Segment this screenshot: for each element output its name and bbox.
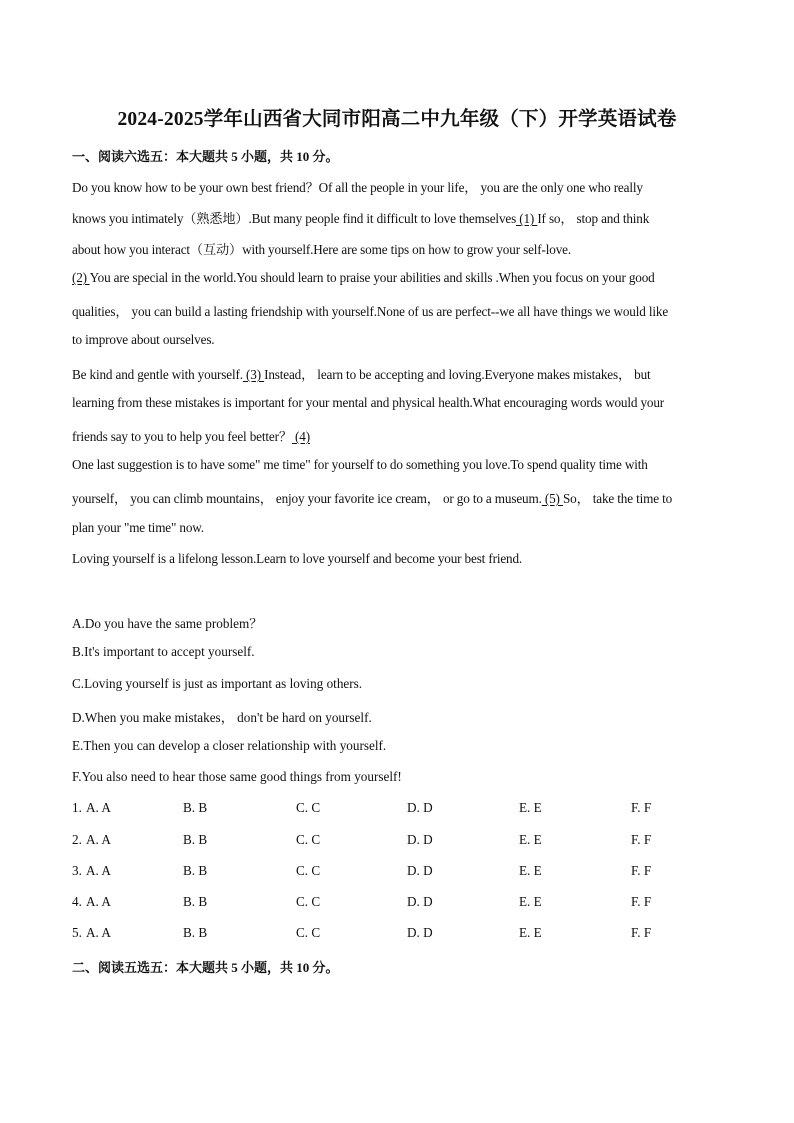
question-number: 1. <box>72 800 82 815</box>
passage-line: about how you interact（互动）with yourself.Here are some tips on how to grow your self-love. <box>72 242 572 257</box>
choice-c[interactable]: C. C <box>296 863 321 878</box>
choice-e[interactable]: E. E <box>519 863 542 878</box>
option-c: C.Loving yourself is just as important as loving others. <box>72 676 363 691</box>
blank-3: (3) <box>242 367 265 382</box>
choice-b[interactable]: B. B <box>183 863 208 878</box>
choice-b[interactable]: B. B <box>183 800 208 815</box>
choice-f[interactable]: F. F <box>631 894 652 909</box>
question-number: 3. <box>72 863 82 878</box>
passage-text: You are special in the world.You should learn to praise your abilities and skills .When you focus on your good <box>89 270 655 285</box>
choice-d[interactable]: D. D <box>407 925 433 940</box>
exam-title: 2024-2025学年山西省大同市阳高二中九年级（下）开学英语试卷 <box>117 109 677 130</box>
passage-text: friends say to you to help you feel better？ <box>72 429 292 444</box>
passage-line <box>72 364 651 383</box>
passage-text: Be kind and gentle with yourself. <box>72 367 243 382</box>
option-e: E.Then you can develop a closer relationship with yourself. <box>72 738 387 753</box>
question-row <box>72 800 732 818</box>
option-b: B.It's important to accept yourself. <box>72 644 255 659</box>
question-row <box>72 832 732 850</box>
choice-d[interactable]: D. D <box>407 863 433 878</box>
option-f: F.You also need to hear those same good things from yourself! <box>72 769 402 784</box>
choice-e[interactable]: E. E <box>519 925 542 940</box>
choice-a[interactable]: A. A <box>86 863 111 878</box>
choice-b[interactable]: B. B <box>183 832 208 847</box>
choice-b[interactable]: B. B <box>183 894 208 909</box>
section-2-heading: 二、阅读五选五：本大题共 5 小题，共 10 分。 <box>72 960 339 975</box>
passage-line: plan your "me time" now. <box>72 520 204 535</box>
choice-b[interactable]: B. B <box>183 925 208 940</box>
choice-d[interactable]: D. D <box>407 800 433 815</box>
choice-a[interactable]: A. A <box>86 925 111 940</box>
passage-line <box>72 488 672 507</box>
passage-text: Instead， learn to be accepting and loving.Everyone makes mistakes， but <box>264 367 651 382</box>
passage-line <box>72 208 649 227</box>
choice-a[interactable]: A. A <box>86 832 111 847</box>
passage-line <box>72 270 655 286</box>
choice-c[interactable]: C. C <box>296 832 321 847</box>
passage-line <box>72 426 310 445</box>
question-row <box>72 863 732 881</box>
question-row <box>72 925 732 943</box>
question-row <box>72 894 732 912</box>
passage-line: Loving yourself is a lifelong lesson.Learn to love yourself and become your best friend. <box>72 551 523 566</box>
choice-e[interactable]: E. E <box>519 832 542 847</box>
choice-c[interactable]: C. C <box>296 800 321 815</box>
passage-line: to improve about ourselves. <box>72 332 215 347</box>
choice-a[interactable]: A. A <box>86 894 111 909</box>
blank-5: (5) <box>541 491 563 506</box>
choice-f[interactable]: F. F <box>631 800 652 815</box>
passage-line: learning from these mistakes is important for your mental and physical health.What encouraging words would your <box>72 395 665 410</box>
option-a: A.Do you have the same problem？ <box>72 616 263 631</box>
choice-f[interactable]: F. F <box>631 925 652 940</box>
question-number: 5. <box>72 925 82 940</box>
passage-text: If so， stop and think <box>537 211 650 226</box>
choice-d[interactable]: D. D <box>407 894 433 909</box>
passage-line: One last suggestion is to have some" me time" for yourself to do something you love.To spend quality time with <box>72 457 648 472</box>
choice-f[interactable]: F. F <box>631 832 652 847</box>
choice-c[interactable]: C. C <box>296 925 321 940</box>
passage-text: yourself， you can climb mountains， enjoy your favorite ice cream， or go to a museum. <box>72 491 542 506</box>
question-number: 2. <box>72 832 82 847</box>
passage-text: knows you intimately（熟悉地）.But many people find it difficult to love themselves <box>72 211 517 226</box>
passage-line: Do you know how to be your own best friend？Of all the people in your life， you are the only one who really <box>72 180 643 195</box>
choice-a[interactable]: A. A <box>86 800 111 815</box>
choice-e[interactable]: E. E <box>519 894 542 909</box>
section-1-heading: 一、阅读六选五：本大题共 5 小题，共 10 分。 <box>72 149 339 164</box>
choice-f[interactable]: F. F <box>631 863 652 878</box>
option-d: D.When you make mistakes， don't be hard on yourself. <box>72 710 372 725</box>
blank-1: (1) <box>516 211 538 226</box>
choice-c[interactable]: C. C <box>296 894 321 909</box>
choice-e[interactable]: E. E <box>519 800 542 815</box>
choice-d[interactable]: D. D <box>407 832 433 847</box>
blank-4: (4) <box>291 429 310 444</box>
passage-text: So， take the time to <box>562 491 673 506</box>
passage-line: qualities， you can build a lasting friendship with yourself.None of us are perfect--we all have things we would like <box>72 304 669 319</box>
blank-2: (2) <box>72 270 90 285</box>
question-number: 4. <box>72 894 82 909</box>
